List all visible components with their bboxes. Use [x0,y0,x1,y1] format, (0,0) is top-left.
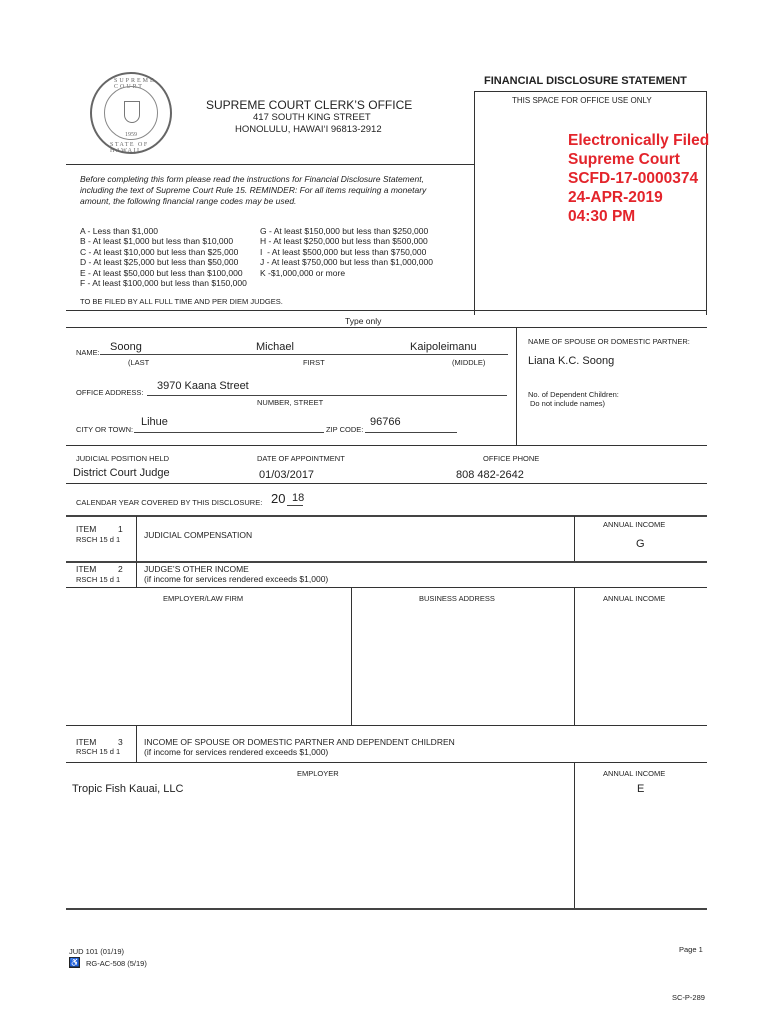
sc-code: SC-P-289 [672,993,705,1002]
electronic-filing-stamp [568,131,709,226]
rg-number: RG-AC-508 (5/19) [86,959,147,968]
seal-top-text: SUPREME COURT [114,78,156,90]
dependents-label: No. of Dependent Children: [528,390,619,399]
office-address-label: OFFICE ADDRESS: [76,388,144,397]
office-phone-value: 808 482-2642 [456,469,524,481]
office-city: HONOLULU, HAWAI‘I 96813-2912 [235,124,382,135]
item2-subtitle: (if income for services rendered exceeds $1,000) [144,574,329,584]
item2-income-col: ANNUAL INCOME [603,594,666,603]
item1-number: 1 [118,524,123,534]
stamp-line-5: 04:30 PM [568,208,636,225]
appointment-date-label: DATE OF APPOINTMENT [257,454,345,463]
spouse-name-value: Liana K.C. Soong [528,355,615,367]
calendar-year-prefix: 20 [271,491,286,506]
stamp-line-1: Electronically Filed [568,132,710,149]
item2-number: 2 [118,564,123,574]
item1-rule: RSCH 15 d 1 [76,535,121,544]
stamp-line-3: SCFD-17-0000374 [568,170,699,187]
range-codes-right [260,226,433,278]
item2-employer-col: EMPLOYER/LAW FIRM [163,594,244,603]
form-title: FINANCIAL DISCLOSURE STATEMENT [484,75,687,87]
page-number: Page 1 [679,945,703,954]
number-street-label: NUMBER, STREET [257,398,324,407]
supreme-court-seal [90,72,172,154]
item2-rule: RSCH 15 d 1 [76,575,121,584]
range-code: B - At least $1,000 but less than $10,000 [80,236,234,247]
item2-business-address-cell[interactable] [352,588,574,725]
range-code: D - At least $25,000 but less than $50,000 [80,257,239,268]
item3-employer-value: Tropic Fish Kauai, LLC [72,783,184,795]
range-code: A - Less than $1,000 [80,226,158,236]
item2-title: JUDGE’S OTHER INCOME [144,564,249,574]
range-code: H - At least $250,000 but less than $500,000 [260,236,428,247]
office-address-value: 3970 Kaana Street [157,380,249,392]
stamp-line-4: 24-APR-2019 [568,189,663,206]
calendar-year-value: 18 [292,492,305,504]
zip-label: ZIP CODE: [326,425,364,434]
form-number: JUD 101 (01/19) [69,947,125,956]
item3-number: 3 [118,737,123,747]
range-code: I - At least $500,000 but less than $750,000 [260,246,427,257]
item1-income-label: ANNUAL INCOME [603,520,666,529]
item3-income-col: ANNUAL INCOME [603,769,666,778]
office-name: SUPREME COURT CLERK’S OFFICE [206,98,413,112]
appointment-date-value: 01/03/2017 [259,469,315,481]
last-label: (LAST [128,358,150,367]
office-phone-label: OFFICE PHONE [483,454,540,463]
item1-title: JUDICIAL COMPENSATION [144,530,253,540]
item2-label: ITEM [76,564,97,574]
spouse-label: NAME OF SPOUSE OR DOMESTIC PARTNER: [528,337,690,346]
item3-employer-col: EMPLOYER [297,769,339,778]
office-use-label: THIS SPACE FOR OFFICE USE ONLY [512,96,652,105]
stamp-line-2: Supreme Court [568,151,680,168]
first-label: FIRST [303,358,325,367]
seal-bottom-text: STATE OF HAWAII [110,142,149,154]
range-codes-left [80,226,247,288]
judicial-position-label: JUDICIAL POSITION HELD [76,454,170,463]
item2-address-col: BUSINESS ADDRESS [419,594,495,603]
item3-rule: RSCH 15 d 1 [76,747,121,756]
middle-name-value: Kaipoleimanu [410,341,477,353]
instructions-line-2: including the text of Supreme Court Rule 15. REMINDER: For all items requiring a monetary [80,185,427,195]
item3-income-value: E [637,783,645,795]
instructions-line-3: amount, the following financial range codes may be used. [80,196,297,206]
item3-subtitle: (if income for services rendered exceeds $1,000) [144,747,329,757]
range-code: G - At least $150,000 but less than $250,000 [260,226,429,236]
range-code: C - At least $10,000 but less than $25,000 [80,246,239,257]
city-value: Lihue [141,416,168,428]
last-name-value: Soong [110,341,142,353]
range-code: E - At least $50,000 but less than $100,000 [80,267,243,278]
instructions-line-1: Before completing this form please read the instructions for Financial Disclosure Statement, [80,174,424,184]
seal-year: 1959 [125,132,137,138]
item3-title: INCOME OF SPOUSE OR DOMESTIC PARTNER AND DEPENDENT CHILDREN [144,737,455,747]
item1-label: ITEM [76,524,97,534]
shield-icon [124,101,140,123]
item3-label: ITEM [76,737,97,747]
instructions [80,174,426,207]
range-code: F - At least $100,000 but less than $150,000 [80,278,247,289]
range-code: K -$1,000,000 or more [260,267,346,278]
judicial-position-value: District Court Judge [73,467,170,479]
range-code: J - At least $750,000 but less than $1,000,000 [260,257,433,268]
first-name-value: Michael [256,341,294,353]
accessibility-icon: ♿ [69,958,80,967]
filed-by-note: TO BE FILED BY ALL FULL TIME AND PER DIEM JUDGES. [80,297,283,306]
middle-label: (MIDDLE) [452,358,486,367]
city-label: CITY OR TOWN: [76,425,134,434]
calendar-year-label: CALENDAR YEAR COVERED BY THIS DISCLOSURE: [76,498,263,507]
dependents-note: Do not include names) [530,399,606,408]
zip-value: 96766 [370,416,401,428]
type-only-label: Type only [345,316,382,326]
name-label: NAME: [76,348,100,357]
office-street: 417 SOUTH KING STREET [253,112,371,123]
item1-income-value: G [636,538,645,550]
